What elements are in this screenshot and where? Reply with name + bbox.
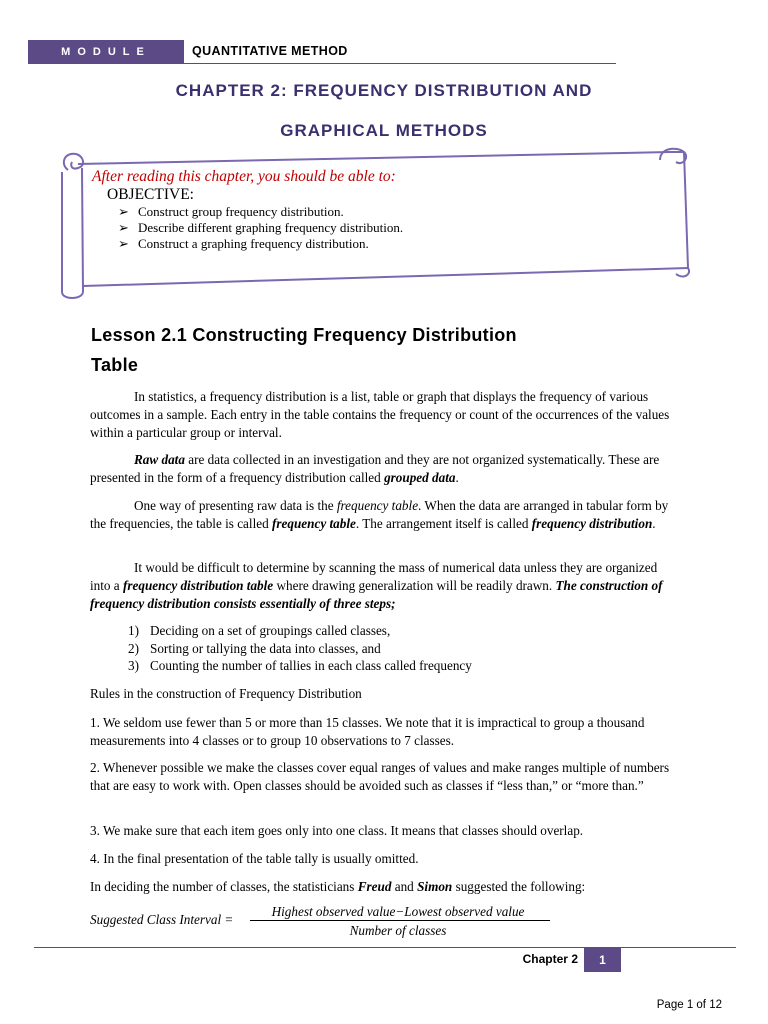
paragraph-intro: In statistics, a frequency distribution is a list, table or graph that displays the frequency of various outcomes in a sample. Each entry in the table contains the frequency or count of the occurrences of the values within a particular group or interval. [90, 389, 670, 440]
footer-page-number: 1 [584, 948, 621, 972]
paragraph-raw-data: Raw data are data collected in an investigation and they are not organized systematically. These are presented in the form of a frequency distribution called grouped data. [90, 452, 660, 485]
objective-item: ➢ Construct a graphing frequency distribution. [118, 236, 369, 251]
steps-list [128, 622, 648, 675]
paragraph-construction: It would be difficult to determine by scanning the mass of numerical data unless they are organized into a frequency distribution table where drawing generalization will be readily drawn. The construction of frequency distribution consists essentially of three steps; [90, 560, 663, 611]
chapter-title-line1: CHAPTER 2: FREQUENCY DISTRIBUTION AND [175, 81, 593, 100]
rule-3: 3. We make sure that each item goes only into one class. It means that classes should overlap. [90, 823, 584, 838]
paragraph-frequency-table: One way of presenting raw data is the frequency table. When the data are arranged in tabular form by the frequencies, the table is called frequency table. The arrangement itself is called frequency distribution. [90, 498, 669, 531]
objectives-scroll-frame [0, 0, 768, 320]
formula-label: Suggested Class Interval = [90, 912, 234, 927]
rule-2: 2. Whenever possible we make the classes cover equal ranges of values and make ranges multiple of numbers that are easy to work with. Open classes should be avoided such as classes if “less than,” or “more than.” [90, 760, 670, 793]
rule-1: 1. We seldom use fewer than 5 or more than 15 classes. We note that it is impractical to group a thousand measurements into 4 classes or to group 10 observations to 7 classes. [90, 715, 645, 748]
chapter-title-line2: GRAPHICAL METHODS [280, 121, 488, 140]
list-item: 1) Deciding on a set of groupings called classes, [128, 623, 391, 638]
bullet-arrow-icon: ➢ [118, 236, 129, 251]
footer-rule [34, 947, 736, 948]
page-indicator: Page 1 of 12 [656, 999, 722, 1011]
lesson-heading: Lesson 2.1 Constructing Frequency Distribution Table [91, 325, 517, 375]
bullet-arrow-icon: ➢ [118, 220, 129, 235]
rule-4: 4. In the final presentation of the table tally is usually omitted. [90, 851, 419, 866]
rules-heading: Rules in the construction of Frequency Distribution [90, 686, 362, 701]
module-title: QUANTITATIVE METHOD [192, 44, 348, 58]
formula-numerator: Highest observed value−Lowest observed value [271, 904, 525, 919]
footer-chapter-label: Chapter 2 [522, 952, 578, 966]
formula-fraction-bar [250, 920, 550, 921]
objective-item: ➢ Construct group frequency distribution. [118, 204, 344, 219]
bullet-arrow-icon: ➢ [118, 204, 129, 219]
objective-item: ➢ Describe different graphing frequency distribution. [118, 220, 404, 235]
objectives-box [92, 168, 662, 252]
list-item: 3) Counting the number of tallies in each class called frequency [128, 658, 472, 673]
paragraph-freud-simon: In deciding the number of classes, the statisticians Freud and Simon suggested the following: [90, 879, 586, 894]
objectives-heading: OBJECTIVE: [107, 186, 194, 203]
list-item: 2) Sorting or tallying the data into classes, and [128, 640, 381, 656]
objectives-list [92, 204, 662, 252]
objectives-intro: After reading this chapter, you should be able to: [92, 168, 396, 185]
formula-denominator: Number of classes [349, 923, 447, 938]
module-tag: MODULE [28, 40, 184, 64]
